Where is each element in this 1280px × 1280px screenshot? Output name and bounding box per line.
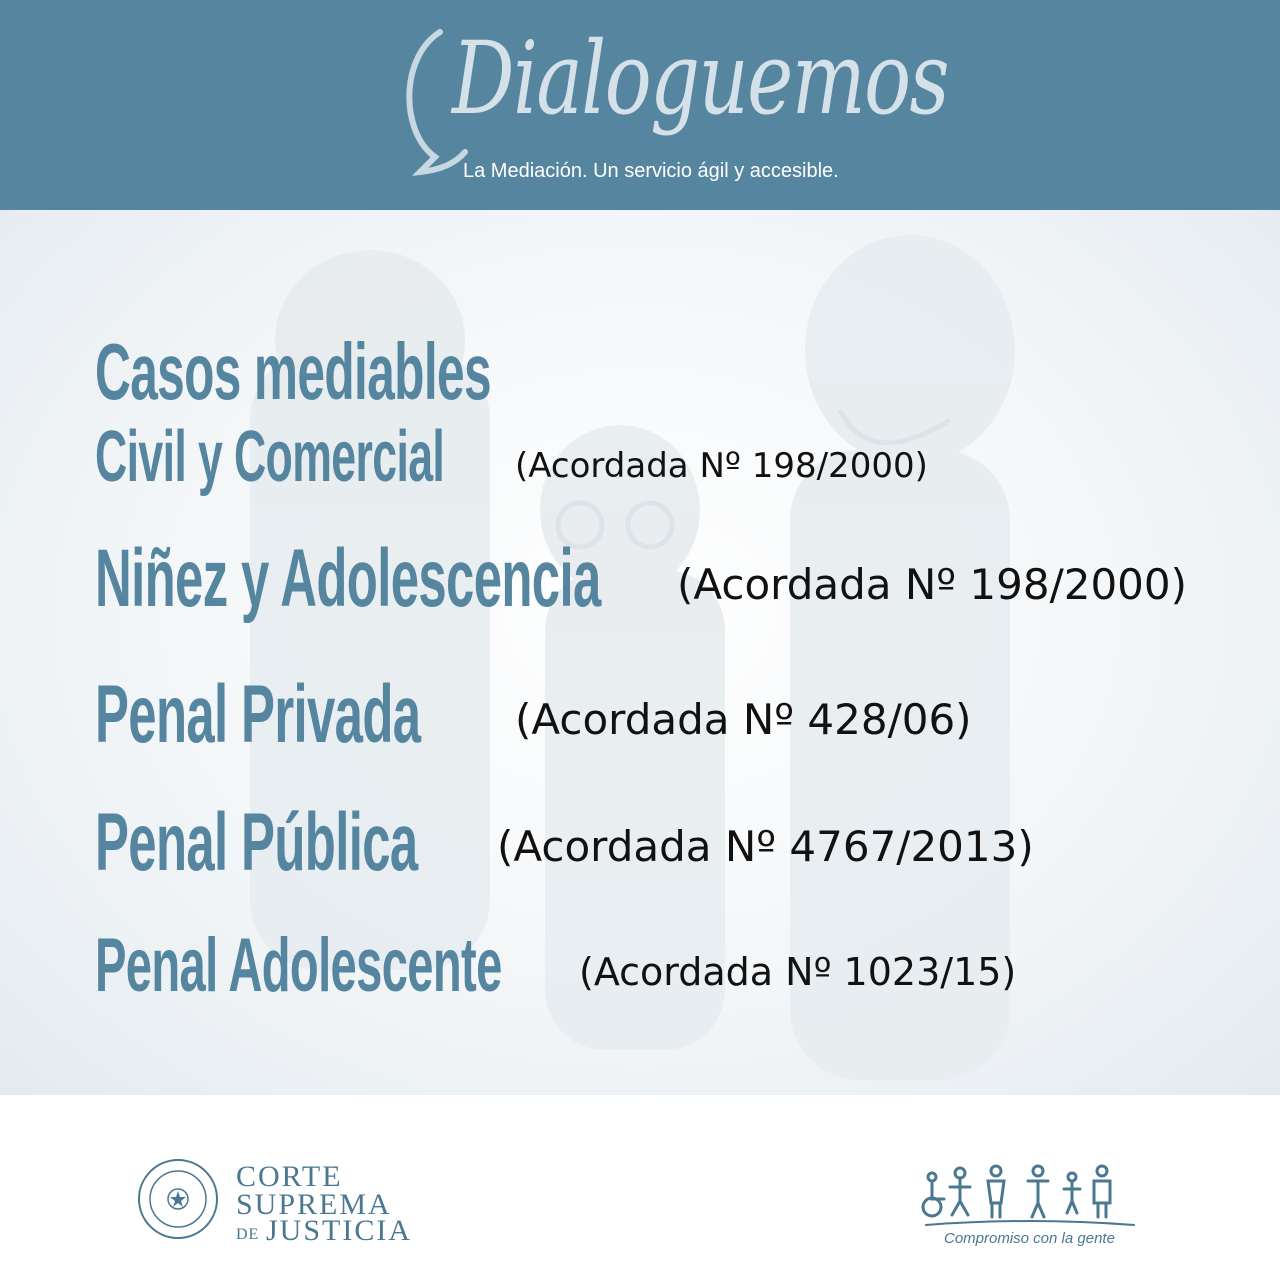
court-name-line1: CORTE (236, 1160, 343, 1193)
list-item-reference: (Acordada Nº 198/2000) (677, 560, 1187, 609)
list-item-label: Penal Pública (95, 797, 418, 888)
list-item-reference: (Acordada Nº 428/06) (515, 695, 972, 744)
brand-subtitle: La Mediación. Un servicio ágil y accesible. (463, 160, 839, 182)
list-item-reference: (Acordada Nº 4767/2013) (497, 822, 1034, 871)
list-item-label: Civil y Comercial (95, 417, 445, 497)
list-item-label: Penal Adolescente (95, 923, 502, 1008)
list-item-label: Niñez y Adolescencia (95, 533, 601, 624)
court-name-line2: SUPREMA (236, 1188, 392, 1221)
cases-heading: Casos mediables (95, 327, 491, 416)
court-name-line3: JUSTICIA (266, 1214, 413, 1247)
header-banner (0, 0, 1280, 210)
list-item-reference: (Acordada Nº 198/2000) (515, 446, 928, 486)
court-name-prefix: DE (236, 1226, 260, 1243)
people-group-icon (918, 1163, 1138, 1233)
brand-title: Dialoguemos (452, 20, 949, 137)
court-seal-icon (137, 1158, 219, 1240)
program-caption: Compromiso con la gente (944, 1230, 1115, 1247)
list-item-label: Penal Privada (95, 669, 421, 760)
list-item-reference: (Acordada Nº 1023/15) (579, 950, 1017, 994)
